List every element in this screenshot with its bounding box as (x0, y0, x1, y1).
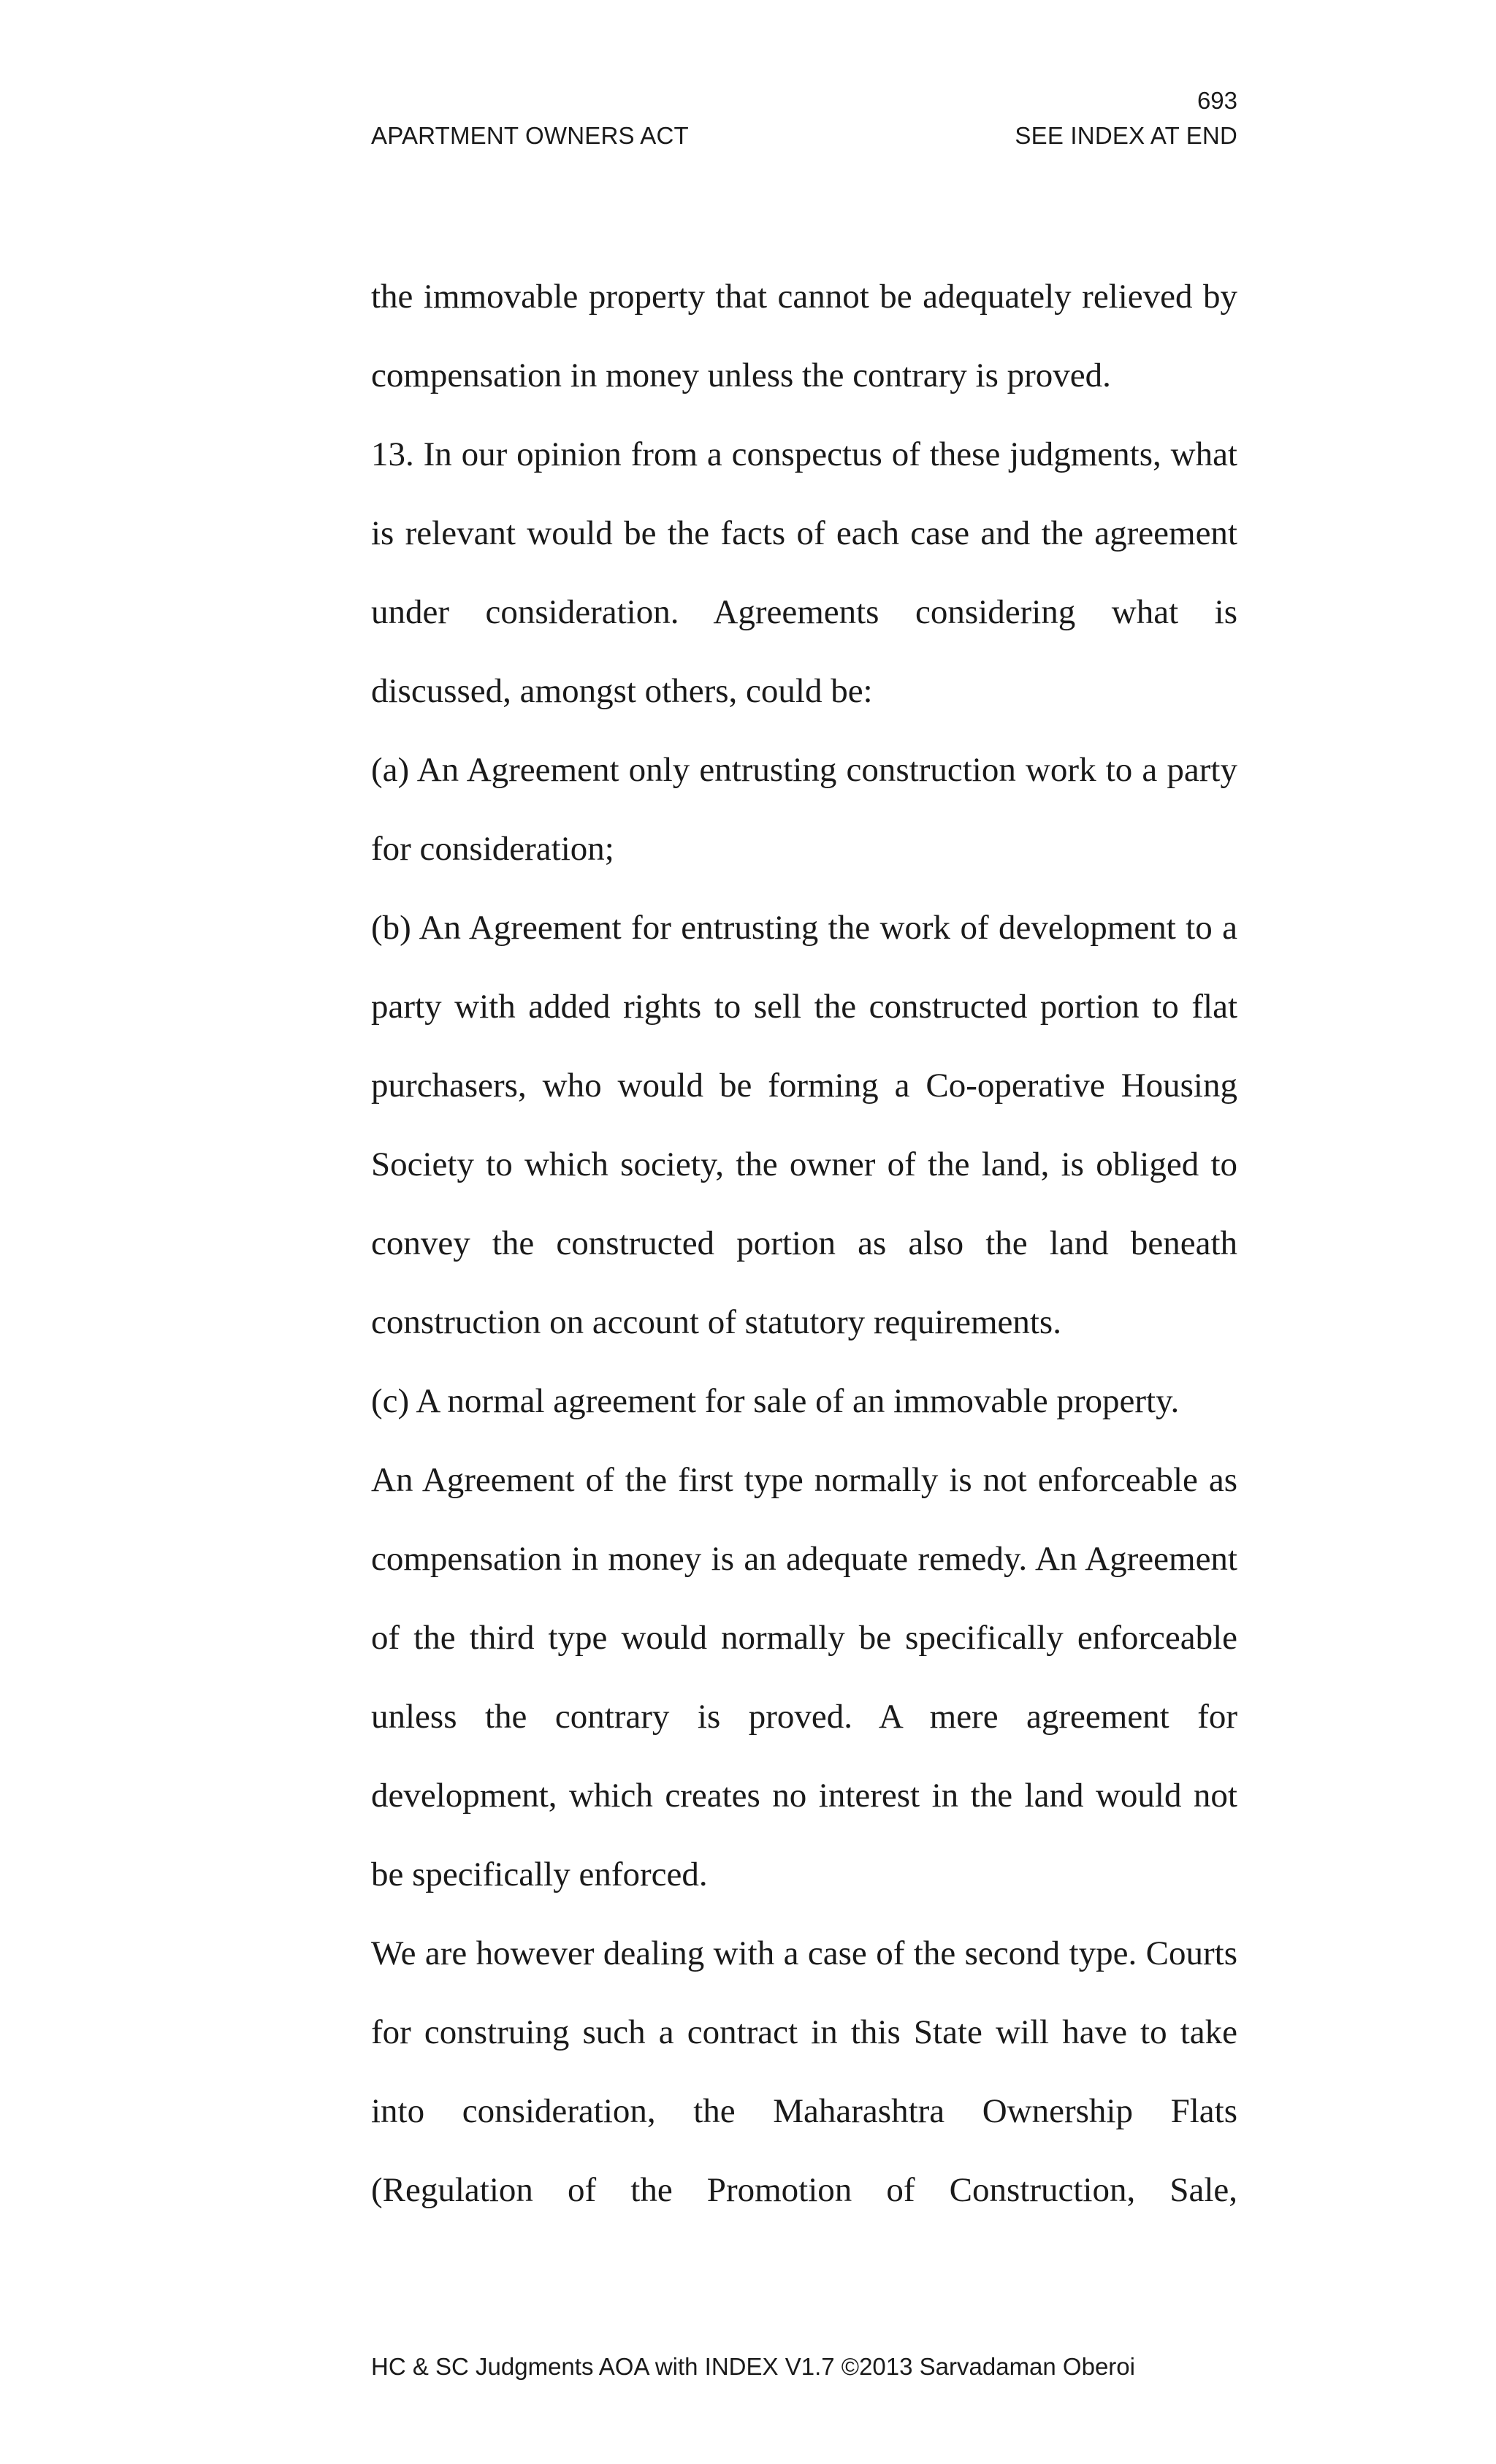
paragraph-item-b: (b) An Agreement for entrusting the work of development to a party with added rights to sell the constructed portion to flat purchasers, who would be forming a Co-operative Housing Society to which society, the owner of the land, is obliged to convey the constructed portion as also the land beneath construction on account of statutory requirements. (371, 909, 1237, 1341)
paragraph-agreement-types: An Agreement of the first type normally is not enforceable as compensation in money is an adequate remedy. An Agreement of the third type would normally be specifically enforceable unless the contrary is proved. A mere agreement for development, which creates no interest in the land would not be specifically enforced. (371, 1461, 1237, 1893)
body-text (371, 257, 1237, 2230)
paragraph-continuation: the immovable property that cannot be adequately relieved by compensation in money unless the contrary is proved. (371, 278, 1237, 394)
paragraph-item-c: (c) A normal agreement for sale of an immovable property. (371, 1382, 1180, 1420)
running-header-title: APARTMENT OWNERS ACT (371, 122, 689, 149)
running-header-index-note: SEE INDEX AT END (1015, 122, 1237, 149)
paragraph-13: 13. In our opinion from a conspectus of these judgments, what is relevant would be the facts of each case and the agreement under consideration. Agreements considering what is discussed, amongst others, could be: (371, 435, 1237, 710)
paragraph-item-a: (a) An Agreement only entrusting construction work to a party for consideration; (371, 751, 1237, 868)
paragraph-second-type: We are however dealing with a case of the second type. Courts for construing such a contract in this State will have to take into consideration, the Maharashtra Ownership Flats (Regulation of the Promotion of Construction, Sale, (371, 1934, 1237, 2209)
page-footer: HC & SC Judgments AOA with INDEX V1.7 ©2013 Sarvadaman Oberoi (371, 2353, 1135, 2380)
page-number: 693 (1197, 87, 1237, 114)
